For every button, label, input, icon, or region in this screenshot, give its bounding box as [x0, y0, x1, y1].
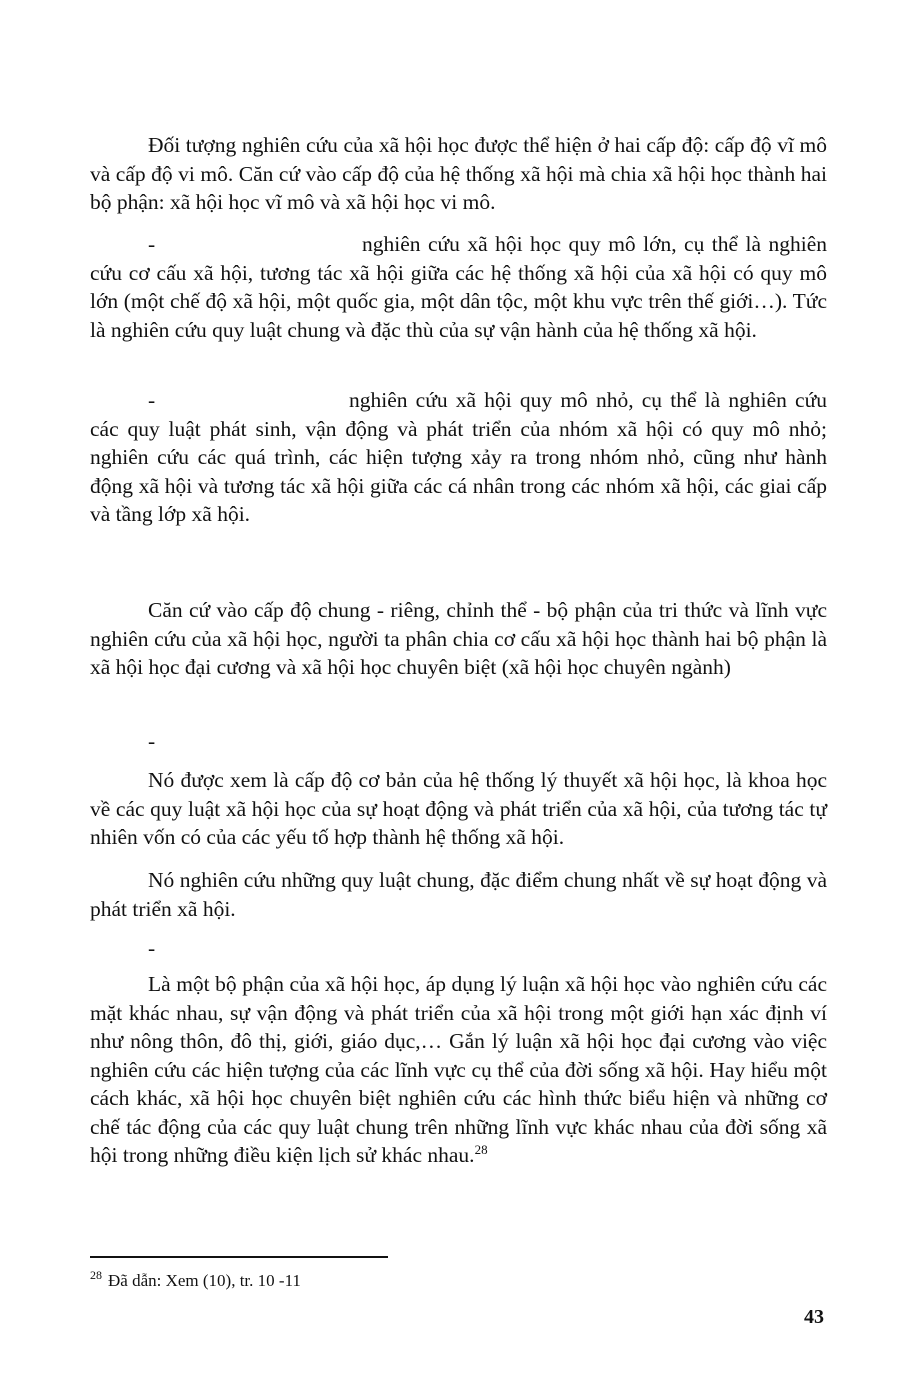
paragraph-levels-intro: Đối tượng nghiên cứu của xã hội học được thể hiện ở hai cấp độ: cấp độ vĩ mô và cấp độ vi mô. Căn cứ vào cấp độ của hệ thống xã hội mà chia xã hội học thành hai bộ phận: xã hội học vĩ mô và xã hội học vi mô. [90, 133, 827, 214]
footnote [90, 1270, 301, 1292]
footnote-number: 28 [90, 1268, 102, 1283]
list-dash: - [148, 232, 156, 256]
footnote-reference[interactable]: 28 [474, 1141, 488, 1157]
paragraph-general-specialized: Căn cứ vào cấp độ chung - riêng, chỉnh thể - bộ phận của tri thức và lĩnh vực nghiên cứu của xã hội học, người ta phân chia cơ cấu xã hội học thành hai bộ phận là xã hội học đại cương và xã hội học chuyên biệt (xã hội học chuyên ngành) [90, 598, 827, 679]
paragraph-micro-sociology [90, 386, 827, 529]
paragraph-macro-sociology [90, 230, 827, 344]
footnote-text: Đã dẫn: Xem (10), tr. 10 -11 [108, 1271, 301, 1290]
footnote-divider [90, 1256, 388, 1258]
list-dash: - [148, 388, 156, 412]
page-number: 43 [804, 1306, 824, 1328]
specialized-sociology-text: Là một bộ phận của xã hội học, áp dụng lý luận xã hội học vào nghiên cứu các mặt khác nhau, sự vận động và phát triển của xã hội trong một giới hạn xác định ví như nông thôn, đô thị, giới, giáo dục,… Gắn lý luận xã hội học đại cương vào việc nghiên cứu các hiện tượng của các lĩnh vực cụ thể của đời sống xã hội. Hay hiểu một cách khác, xã hội học chuyên biệt nghiên cứu các hình thức biểu hiện và những cơ chế tác động của các quy luật chung trên những lĩnh vực khác nhau của đời sống xã hội trong những điều kiện lịch sử khác nhau. [90, 972, 827, 1167]
macro-sociology-text: nghiên cứu xã hội học quy mô lớn, cụ thể là nghiên cứu cơ cấu xã hội, tương tác xã hội giữa các hệ thống xã hội của xã hội có quy mô lớn (một chế độ xã hội, một quốc gia, một dân tộc, một khu vực trên thế giới…). Tức là nghiên cứu quy luật chung và đặc thù của sự vận hành của hệ thống xã hội. [90, 232, 827, 342]
paragraph-general-sociology: Nó được xem là cấp độ cơ bản của hệ thống lý thuyết xã hội học, là khoa học về các quy luật xã hội học của sự hoạt động và phát triển của xã hội, của tương tác tự nhiên vốn có của các yếu tố hợp thành hệ thống xã hội. [90, 768, 827, 849]
paragraph-general-laws: Nó nghiên cứu những quy luật chung, đặc điểm chung nhất về sự hoạt động và phát triển xã hội. [90, 868, 827, 921]
paragraph-specialized-sociology [90, 970, 827, 1170]
list-dash-general: - [148, 729, 156, 753]
micro-sociology-text: nghiên cứu xã hội quy mô nhỏ, cụ thể là nghiên cứu các quy luật phát sinh, vận động và phát triển của nhóm xã hội có quy mô nhỏ; nghiên cứu các quá trình, các hiện tượng xảy ra trong nhóm nhỏ, cũng như hành động xã hội và tương tác xã hội giữa các cá nhân trong các nhóm xã hội, các giai cấp và tầng lớp xã hội. [90, 388, 827, 526]
list-dash-specialized: - [148, 936, 156, 960]
